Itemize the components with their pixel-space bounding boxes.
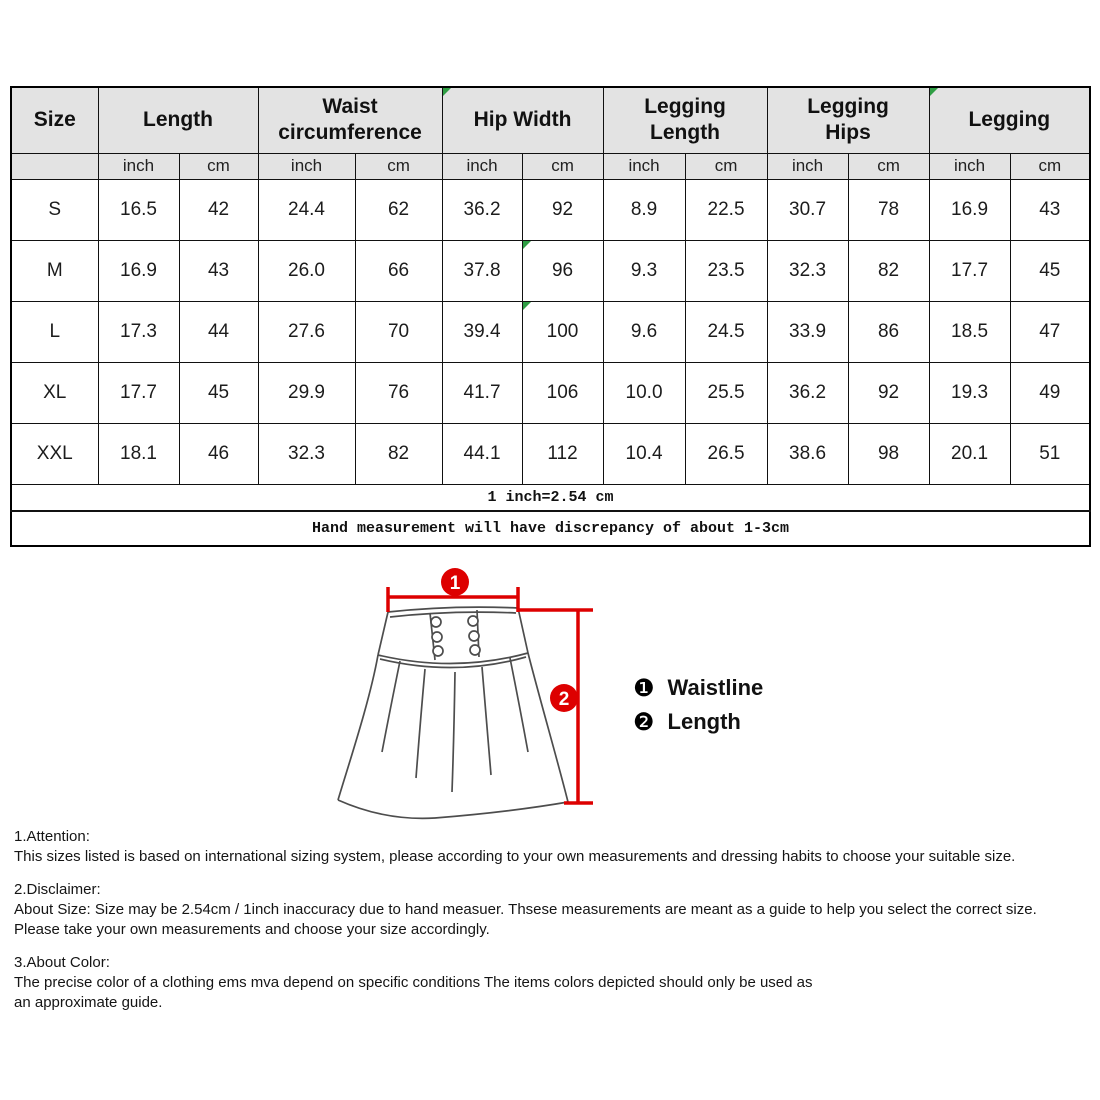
value-cell: 9.3	[603, 240, 685, 301]
value-cell: 92	[522, 179, 603, 240]
units-empty-cell	[11, 153, 98, 179]
section-text: Please take your own measurements and choose your size accordingly.	[14, 921, 490, 938]
value-cell: 51	[1010, 423, 1090, 484]
value-cell: 44	[179, 301, 258, 362]
value-cell: 76	[355, 362, 442, 423]
table-row-s	[11, 179, 1090, 240]
value-cell: 86	[848, 301, 929, 362]
value-cell: 24.4	[258, 179, 355, 240]
table-row-xxl	[11, 423, 1090, 484]
section-text: The precise color of a clothing ems mva depend on specific conditions The items colors depicted should only be used as	[14, 974, 813, 991]
value-cell: 10.0	[603, 362, 685, 423]
section-heading: 2.Disclaimer:	[14, 881, 101, 898]
value-cell: 16.9	[929, 179, 1010, 240]
value-cell: 42	[179, 179, 258, 240]
table-row-xl	[11, 362, 1090, 423]
value-cell: 20.1	[929, 423, 1010, 484]
value-cell: 32.3	[258, 423, 355, 484]
size-cell: M	[11, 240, 98, 301]
value-cell: 44.1	[442, 423, 522, 484]
unit-label: inch	[98, 153, 179, 179]
value-cell: 62	[355, 179, 442, 240]
measurement-note: Hand measurement will have discrepancy of about 1-3cm	[11, 511, 1090, 546]
footnotes	[14, 827, 1096, 1026]
unit-label: cm	[685, 153, 767, 179]
unit-label: inch	[258, 153, 355, 179]
column-header-size: Size	[11, 87, 98, 153]
placket-buttons	[431, 616, 480, 656]
disclaimer-section	[14, 880, 1096, 940]
value-cell: 32.3	[767, 240, 848, 301]
value-cell: 30.7	[767, 179, 848, 240]
table-row-m	[11, 240, 1090, 301]
value-cell: 70	[355, 301, 442, 362]
legend-label: Length	[667, 709, 741, 734]
value-cell: 25.5	[685, 362, 767, 423]
value-cell: 26.5	[685, 423, 767, 484]
value-cell: 17.7	[98, 362, 179, 423]
units-row	[11, 153, 1090, 179]
value-cell: 29.9	[258, 362, 355, 423]
value-cell: 45	[179, 362, 258, 423]
value-cell: 18.1	[98, 423, 179, 484]
value-cell: 98	[848, 423, 929, 484]
value-cell: 112	[522, 423, 603, 484]
column-header-waist: Waist circumference	[258, 87, 442, 153]
value-cell: 36.2	[442, 179, 522, 240]
legend-label: Waistline	[667, 675, 764, 700]
unit-label: cm	[1010, 153, 1090, 179]
value-cell: 39.4	[442, 301, 522, 362]
value-cell: 46	[179, 423, 258, 484]
diagram-legend	[633, 671, 763, 739]
value-cell: 47	[1010, 301, 1090, 362]
conversion-note-row	[11, 484, 1090, 511]
value-cell: 17.7	[929, 240, 1010, 301]
value-cell: 82	[355, 423, 442, 484]
value-cell: 17.3	[98, 301, 179, 362]
size-cell: S	[11, 179, 98, 240]
unit-label: cm	[355, 153, 442, 179]
value-cell: 16.9	[98, 240, 179, 301]
unit-label: cm	[522, 153, 603, 179]
column-header-length: Length	[98, 87, 258, 153]
value-cell: 49	[1010, 362, 1090, 423]
legend-item-length	[633, 705, 763, 739]
unit-label: cm	[848, 153, 929, 179]
section-heading: 3.About Color:	[14, 954, 110, 971]
value-cell: 41.7	[442, 362, 522, 423]
size-cell: L	[11, 301, 98, 362]
value-cell: 27.6	[258, 301, 355, 362]
attention-section	[14, 827, 1096, 867]
value-cell: 23.5	[685, 240, 767, 301]
value-cell: 33.9	[767, 301, 848, 362]
value-cell: 100	[522, 301, 603, 362]
conversion-note: 1 inch=2.54 cm	[11, 484, 1090, 511]
section-heading: 1.Attention:	[14, 828, 90, 845]
value-cell: 37.8	[442, 240, 522, 301]
circled-two-icon: ❷	[633, 708, 655, 736]
size-cell: XXL	[11, 423, 98, 484]
section-text: This sizes listed is based on international sizing system, please according to your own measurements and dressing habits to choose your suitable size.	[14, 848, 1016, 865]
value-cell: 92	[848, 362, 929, 423]
legend-item-waistline	[633, 671, 763, 705]
unit-label: inch	[442, 153, 522, 179]
unit-label: inch	[603, 153, 685, 179]
value-cell: 19.3	[929, 362, 1010, 423]
header-row	[11, 87, 1090, 153]
column-header-legging-hips: Legging Hips	[767, 87, 929, 153]
value-cell: 43	[1010, 179, 1090, 240]
value-cell: 45	[1010, 240, 1090, 301]
dimension-markers	[441, 568, 578, 712]
section-text: an approximate guide.	[14, 994, 163, 1011]
value-cell: 26.0	[258, 240, 355, 301]
value-cell: 9.6	[603, 301, 685, 362]
skirt-sketch	[338, 607, 568, 818]
section-text: About Size: Size may be 2.54cm / 1inch inaccuracy due to hand measuer. Thsese measurements are meant as a guide to help you select the correct size.	[14, 901, 1037, 918]
length-marker-number: 2	[558, 689, 570, 710]
value-cell: 22.5	[685, 179, 767, 240]
value-cell: 43	[179, 240, 258, 301]
value-cell: 18.5	[929, 301, 1010, 362]
value-cell: 106	[522, 362, 603, 423]
value-cell: 16.5	[98, 179, 179, 240]
value-cell: 38.6	[767, 423, 848, 484]
unit-label: inch	[929, 153, 1010, 179]
value-cell: 8.9	[603, 179, 685, 240]
unit-label: inch	[767, 153, 848, 179]
waistline-marker-number: 1	[449, 573, 461, 594]
value-cell: 78	[848, 179, 929, 240]
value-cell: 96	[522, 240, 603, 301]
size-chart-table	[10, 86, 1091, 547]
column-header-legging-length: Legging Length	[603, 87, 767, 153]
measurement-note-row	[11, 511, 1090, 546]
unit-label: cm	[179, 153, 258, 179]
size-cell: XL	[11, 362, 98, 423]
circled-one-icon: ❶	[633, 674, 655, 702]
value-cell: 66	[355, 240, 442, 301]
size-chart	[10, 86, 1091, 547]
value-cell: 36.2	[767, 362, 848, 423]
about-color-section	[14, 953, 1096, 1013]
column-header-hip-width: Hip Width	[442, 87, 603, 153]
table-row-l	[11, 301, 1090, 362]
value-cell: 24.5	[685, 301, 767, 362]
value-cell: 10.4	[603, 423, 685, 484]
column-header-legging: Legging	[929, 87, 1090, 153]
value-cell: 82	[848, 240, 929, 301]
